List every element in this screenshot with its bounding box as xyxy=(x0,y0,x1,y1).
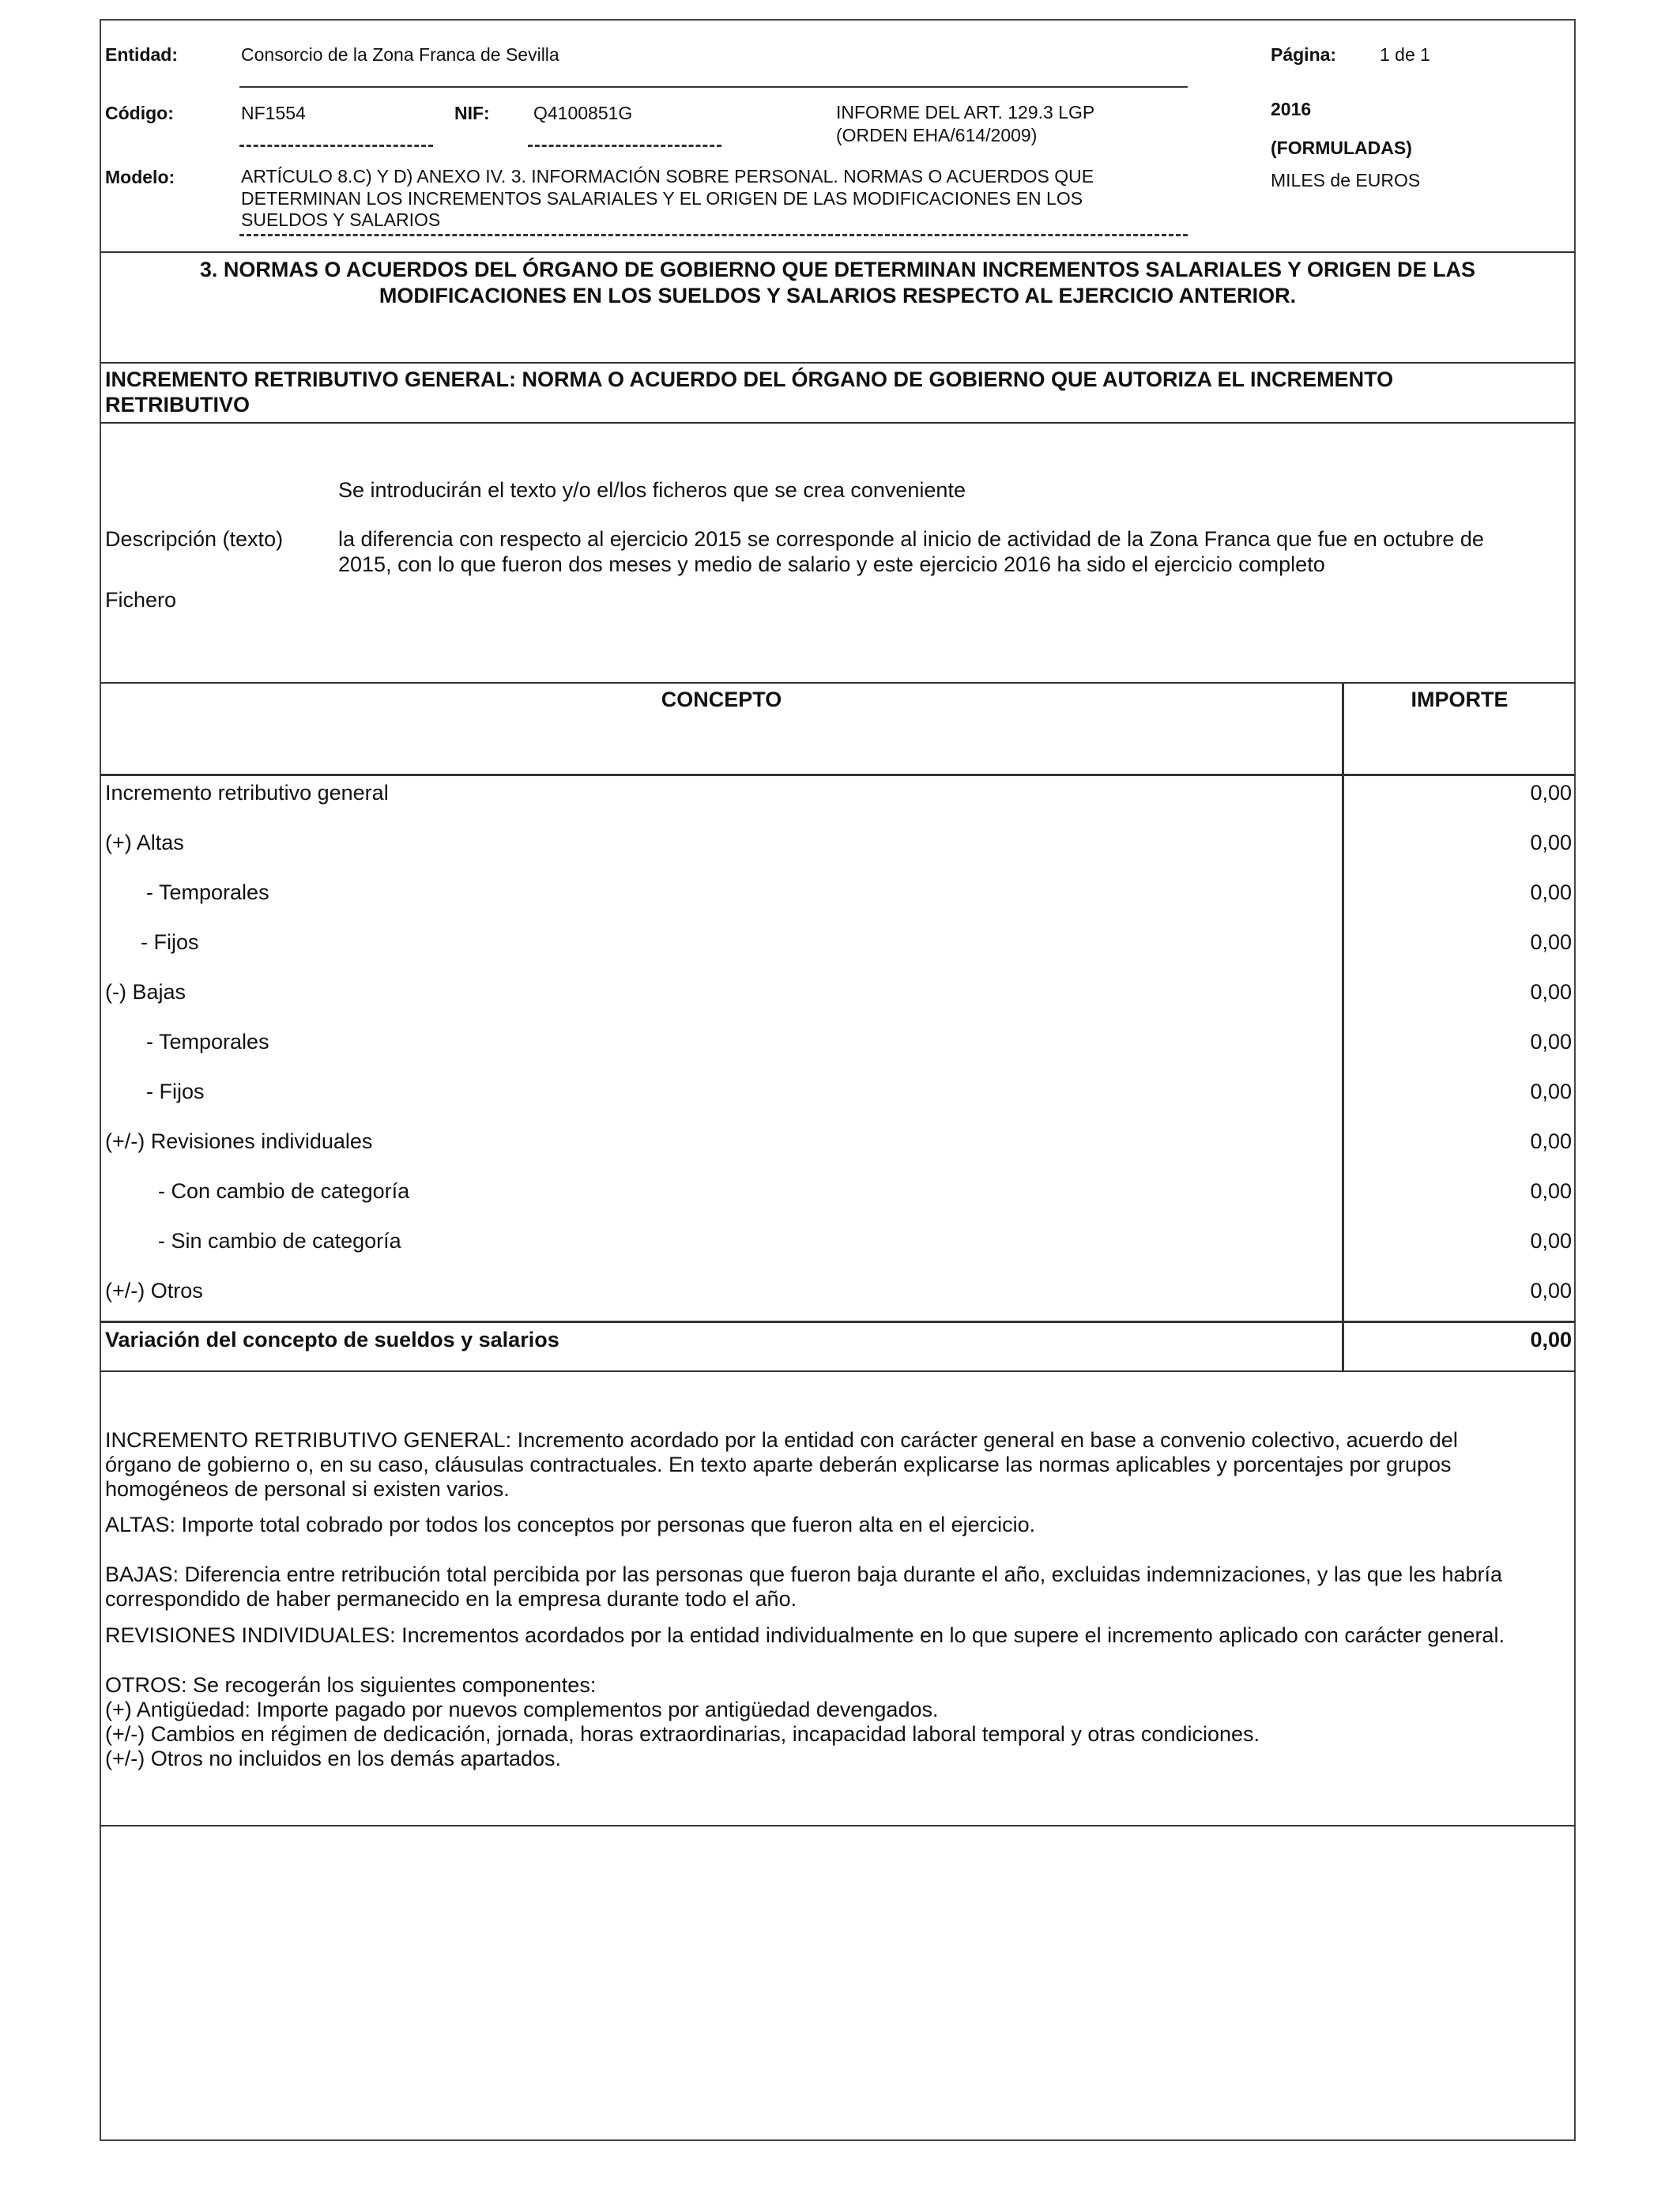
description-text-line2: 2015, con lo que fueron dos meses y medio de salario y este ejercicio 2016 ha sido el ejercicio completo xyxy=(338,552,1325,576)
table-row-value: 0,00 xyxy=(1530,1279,1572,1302)
notes-bottom-rule xyxy=(100,1825,1576,1826)
note-otros-line1: OTROS: Se recogerán los siguientes componentes: xyxy=(105,1673,597,1697)
table-row-concept: (+) Altas xyxy=(105,831,184,854)
subsection-title-line1: INCREMENTO RETRIBUTIVO GENERAL: NORMA O ACUERDO DEL ÓRGANO DE GOBIERNO QUE AUTORIZA EL INCREMENTO xyxy=(105,368,1394,391)
table-row-concept: - Fijos xyxy=(141,930,199,954)
pagina-value: 1 de 1 xyxy=(1380,44,1430,65)
informe-line2: (ORDEN EHA/614/2009) xyxy=(836,125,1038,145)
modelo-line2: DETERMINAN LOS INCREMENTOS SALARIALES Y EL ORIGEN DE LAS MODIFICACIONES EN LOS xyxy=(241,188,1083,209)
note-otros-line2: (+) Antigüedad: Importe pagado por nuevos complementos por antigüedad devengados. xyxy=(105,1698,939,1721)
table-row-concept: (+/-) Revisiones individuales xyxy=(105,1129,373,1153)
modelo-underline xyxy=(239,234,1188,236)
table-row-concept: - Temporales xyxy=(146,880,269,904)
col-importe-header: IMPORTE xyxy=(1411,688,1509,711)
table-column-divider xyxy=(1342,682,1344,1371)
table-total-rule xyxy=(100,1321,1576,1323)
table-row-value: 0,00 xyxy=(1530,980,1572,1004)
table-row-value: 0,00 xyxy=(1530,1229,1572,1253)
codigo-underline xyxy=(239,145,433,147)
nif-underline xyxy=(528,145,721,147)
fichero-label: Fichero xyxy=(105,588,177,612)
table-row-concept: Incremento retributivo general xyxy=(105,781,389,805)
codigo-label: Código: xyxy=(105,103,174,123)
nif-label: NIF: xyxy=(454,103,490,123)
note-incremento-line3: homogéneos de personal si existen varios. xyxy=(105,1477,510,1501)
note-otros-line4: (+/-) Otros no incluidos en los demás apartados. xyxy=(105,1747,562,1770)
total-value: 0,00 xyxy=(1530,1328,1572,1351)
table-row-value: 0,00 xyxy=(1530,880,1572,904)
table-row-value: 0,00 xyxy=(1530,1129,1572,1153)
note-bajas-line1: BAJAS: Diferencia entre retribución total percibida por las personas que fueron baja durante el año, excluidas indemnizaciones, y las que les habría xyxy=(105,1563,1503,1586)
table-header-rule xyxy=(100,774,1576,776)
informe-line1: INFORME DEL ART. 129.3 LGP xyxy=(836,102,1095,123)
entidad-label: Entidad: xyxy=(105,44,178,65)
codigo-value: NF1554 xyxy=(241,103,306,123)
formuladas: (FORMULADAS) xyxy=(1271,138,1412,158)
note-revisiones: REVISIONES INDIVIDUALES: Incrementos acordados por la entidad individualmente en lo que supere el incremento aplicado con carácter general. xyxy=(105,1623,1505,1647)
table-row-value: 0,00 xyxy=(1530,1030,1572,1054)
modelo-label: Modelo: xyxy=(105,167,175,187)
note-incremento-line1: INCREMENTO RETRIBUTIVO GENERAL: Incremento acordado por la entidad con carácter general en base a convenio colectivo, acuerdo del xyxy=(105,1428,1458,1452)
units: MILES de EUROS xyxy=(1271,170,1421,190)
modelo-line1: ARTÍCULO 8.C) Y D) ANEXO IV. 3. INFORMACIÓN SOBRE PERSONAL. NORMAS O ACUERDOS QUE xyxy=(241,166,1094,187)
note-bajas-line2: correspondido de haber permanecido en la empresa durante todo el año. xyxy=(105,1587,797,1611)
subsection-title-line2: RETRIBUTIVO xyxy=(105,393,250,417)
modelo-line3: SUELDOS Y SALARIOS xyxy=(241,209,441,230)
table-row-concept: - Temporales xyxy=(146,1030,269,1054)
page-frame xyxy=(100,19,1576,2141)
note-altas: ALTAS: Importe total cobrado por todos los conceptos por personas que fueron alta en el ejercicio. xyxy=(105,1513,1036,1536)
total-label: Variación del concepto de sueldos y salarios xyxy=(105,1328,559,1351)
table-row-concept: (+/-) Otros xyxy=(105,1279,203,1302)
year: 2016 xyxy=(1271,99,1312,119)
note-otros-line3: (+/-) Cambios en régimen de dedicación, jornada, horas extraordinarias, incapacidad laboral temporal y otras condiciones. xyxy=(105,1722,1260,1746)
pagina-label: Página: xyxy=(1271,44,1337,65)
table-row-concept: - Con cambio de categoría xyxy=(158,1179,410,1203)
table-row-value: 0,00 xyxy=(1530,930,1572,954)
table-row-value: 0,00 xyxy=(1530,1080,1572,1103)
nif-value: Q4100851G xyxy=(533,103,633,123)
description-hint: Se introducirán el texto y/o el/los ficheros que se crea conveniente xyxy=(338,478,966,502)
description-text-line1: la diferencia con respecto al ejercicio 2015 se corresponde al inicio de actividad de la Zona Franca que fue en octubre de xyxy=(338,527,1484,551)
col-concepto-header: CONCEPTO xyxy=(661,688,782,711)
header-divider xyxy=(239,86,1188,88)
table-row-concept: (-) Bajas xyxy=(105,980,186,1004)
header-bottom-rule xyxy=(100,251,1576,253)
section-rule xyxy=(100,362,1576,364)
subsection-rule xyxy=(100,422,1576,424)
table-row-value: 0,00 xyxy=(1530,1179,1572,1203)
table-row-concept: - Fijos xyxy=(146,1080,205,1103)
table-bottom-rule xyxy=(100,1370,1576,1372)
note-incremento-line2: órgano de gobierno o, en su caso, cláusulas contractuales. En texto aparte deberán explicarse las normas aplicables y porcentajes por grupos xyxy=(105,1453,1452,1476)
table-row-value: 0,00 xyxy=(1530,831,1572,854)
description-label: Descripción (texto) xyxy=(105,527,284,551)
table-row-value: 0,00 xyxy=(1530,781,1572,805)
table-row-concept: - Sin cambio de categoría xyxy=(158,1229,401,1253)
table-top-rule xyxy=(100,682,1576,684)
section-title-line2: MODIFICACIONES EN LOS SUELDOS Y SALARIOS RESPECTO AL EJERCICIO ANTERIOR. xyxy=(379,284,1297,307)
section-title-line1: 3. NORMAS O ACUERDOS DEL ÓRGANO DE GOBIERNO QUE DETERMINAN INCREMENTOS SALARIALES Y ORIGEN DE LAS xyxy=(199,258,1476,281)
entidad-value: Consorcio de la Zona Franca de Sevilla xyxy=(241,44,559,65)
